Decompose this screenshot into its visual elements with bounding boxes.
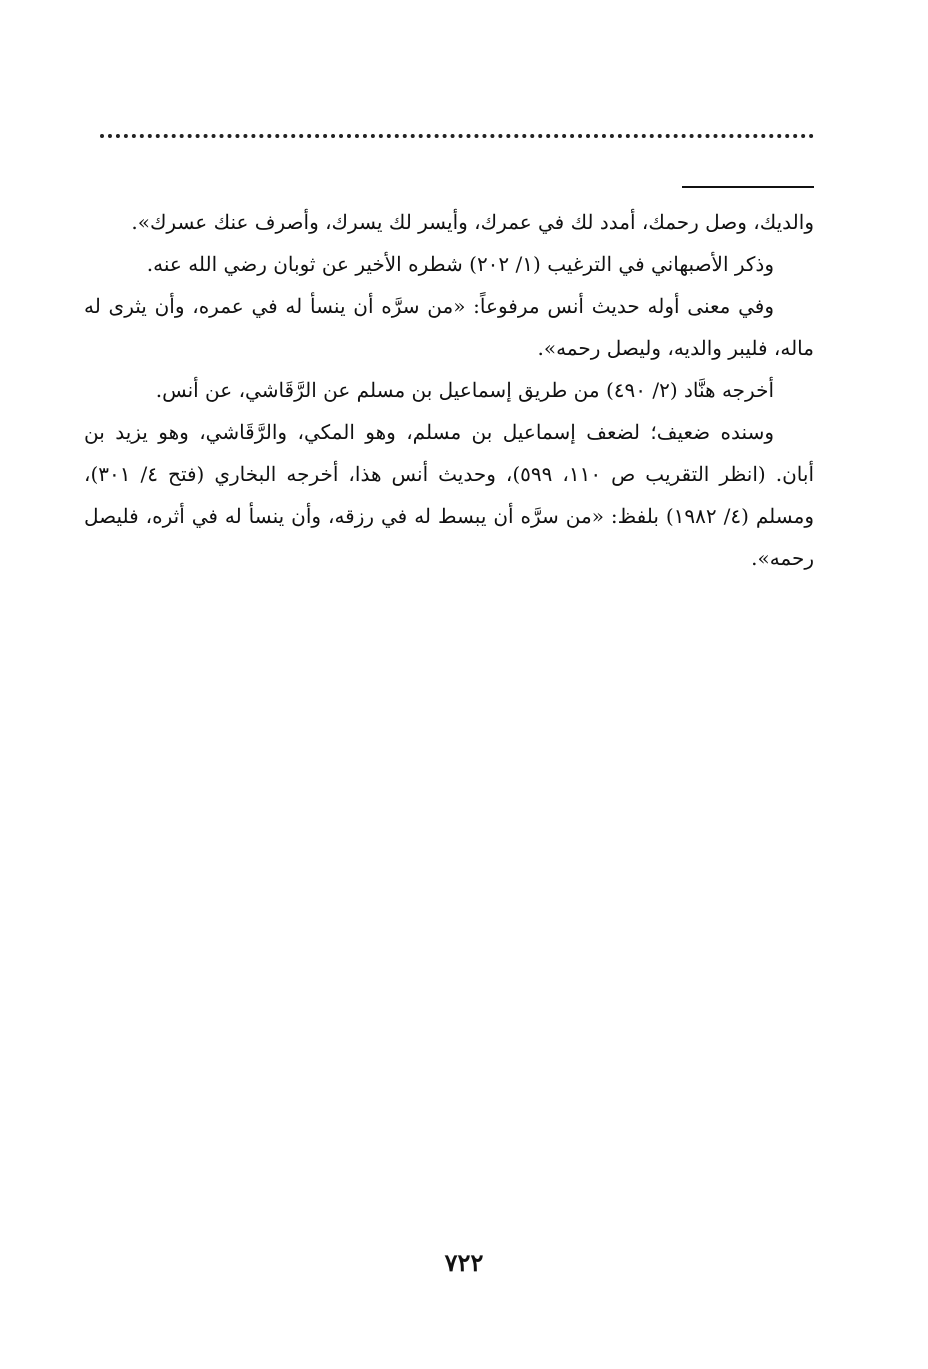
- footnote-paragraph: أخرجه هنَّاد (٢/ ٤٩٠) من طريق إسماعيل بن مسلم عن الرَّقَاشي، عن أنس.: [155, 378, 774, 402]
- footnotes-block: [84, 201, 814, 579]
- footnote-paragraph: والديك، وصل رحمك، أمدد لك في عمرك، وأيسر لك يسرك، وأصرف عنك عسرك».: [131, 210, 814, 234]
- page-number: ٧٢٢: [444, 1248, 484, 1277]
- footnote-paragraph: وذكر الأصبهاني في الترغيب (١/ ٢٠٢) شطره الأخير عن ثوبان رضي الله عنه.: [146, 252, 774, 276]
- footnote-paragraph: وسنده ضعيف؛ لضعف إسماعيل بن مسلم، وهو المكي، والرَّقَاشي، وهو يزيد بن أبان. (انظر التقريب ص ١١٠، ٥٩٩)، وحديث أنس هذا، أخرجه البخاري (فتح ٤/ ٣٠١)، ومسلم (٤/ ١٩٨٢) بلفظ: «من سرَّه أن يبسط له في رزقه، وأن ينسأ له في أثره، فليصل رحمه».: [84, 420, 815, 570]
- footnote-separator: [682, 186, 814, 188]
- dotted-separator: [100, 134, 814, 138]
- footnote-paragraph: وفي معنى أوله حديث أنس مرفوعاً: «من سرَّه أن ينسأ له في عمره، وأن يثرى له ماله، فليبر والديه، وليصل رحمه».: [84, 294, 814, 360]
